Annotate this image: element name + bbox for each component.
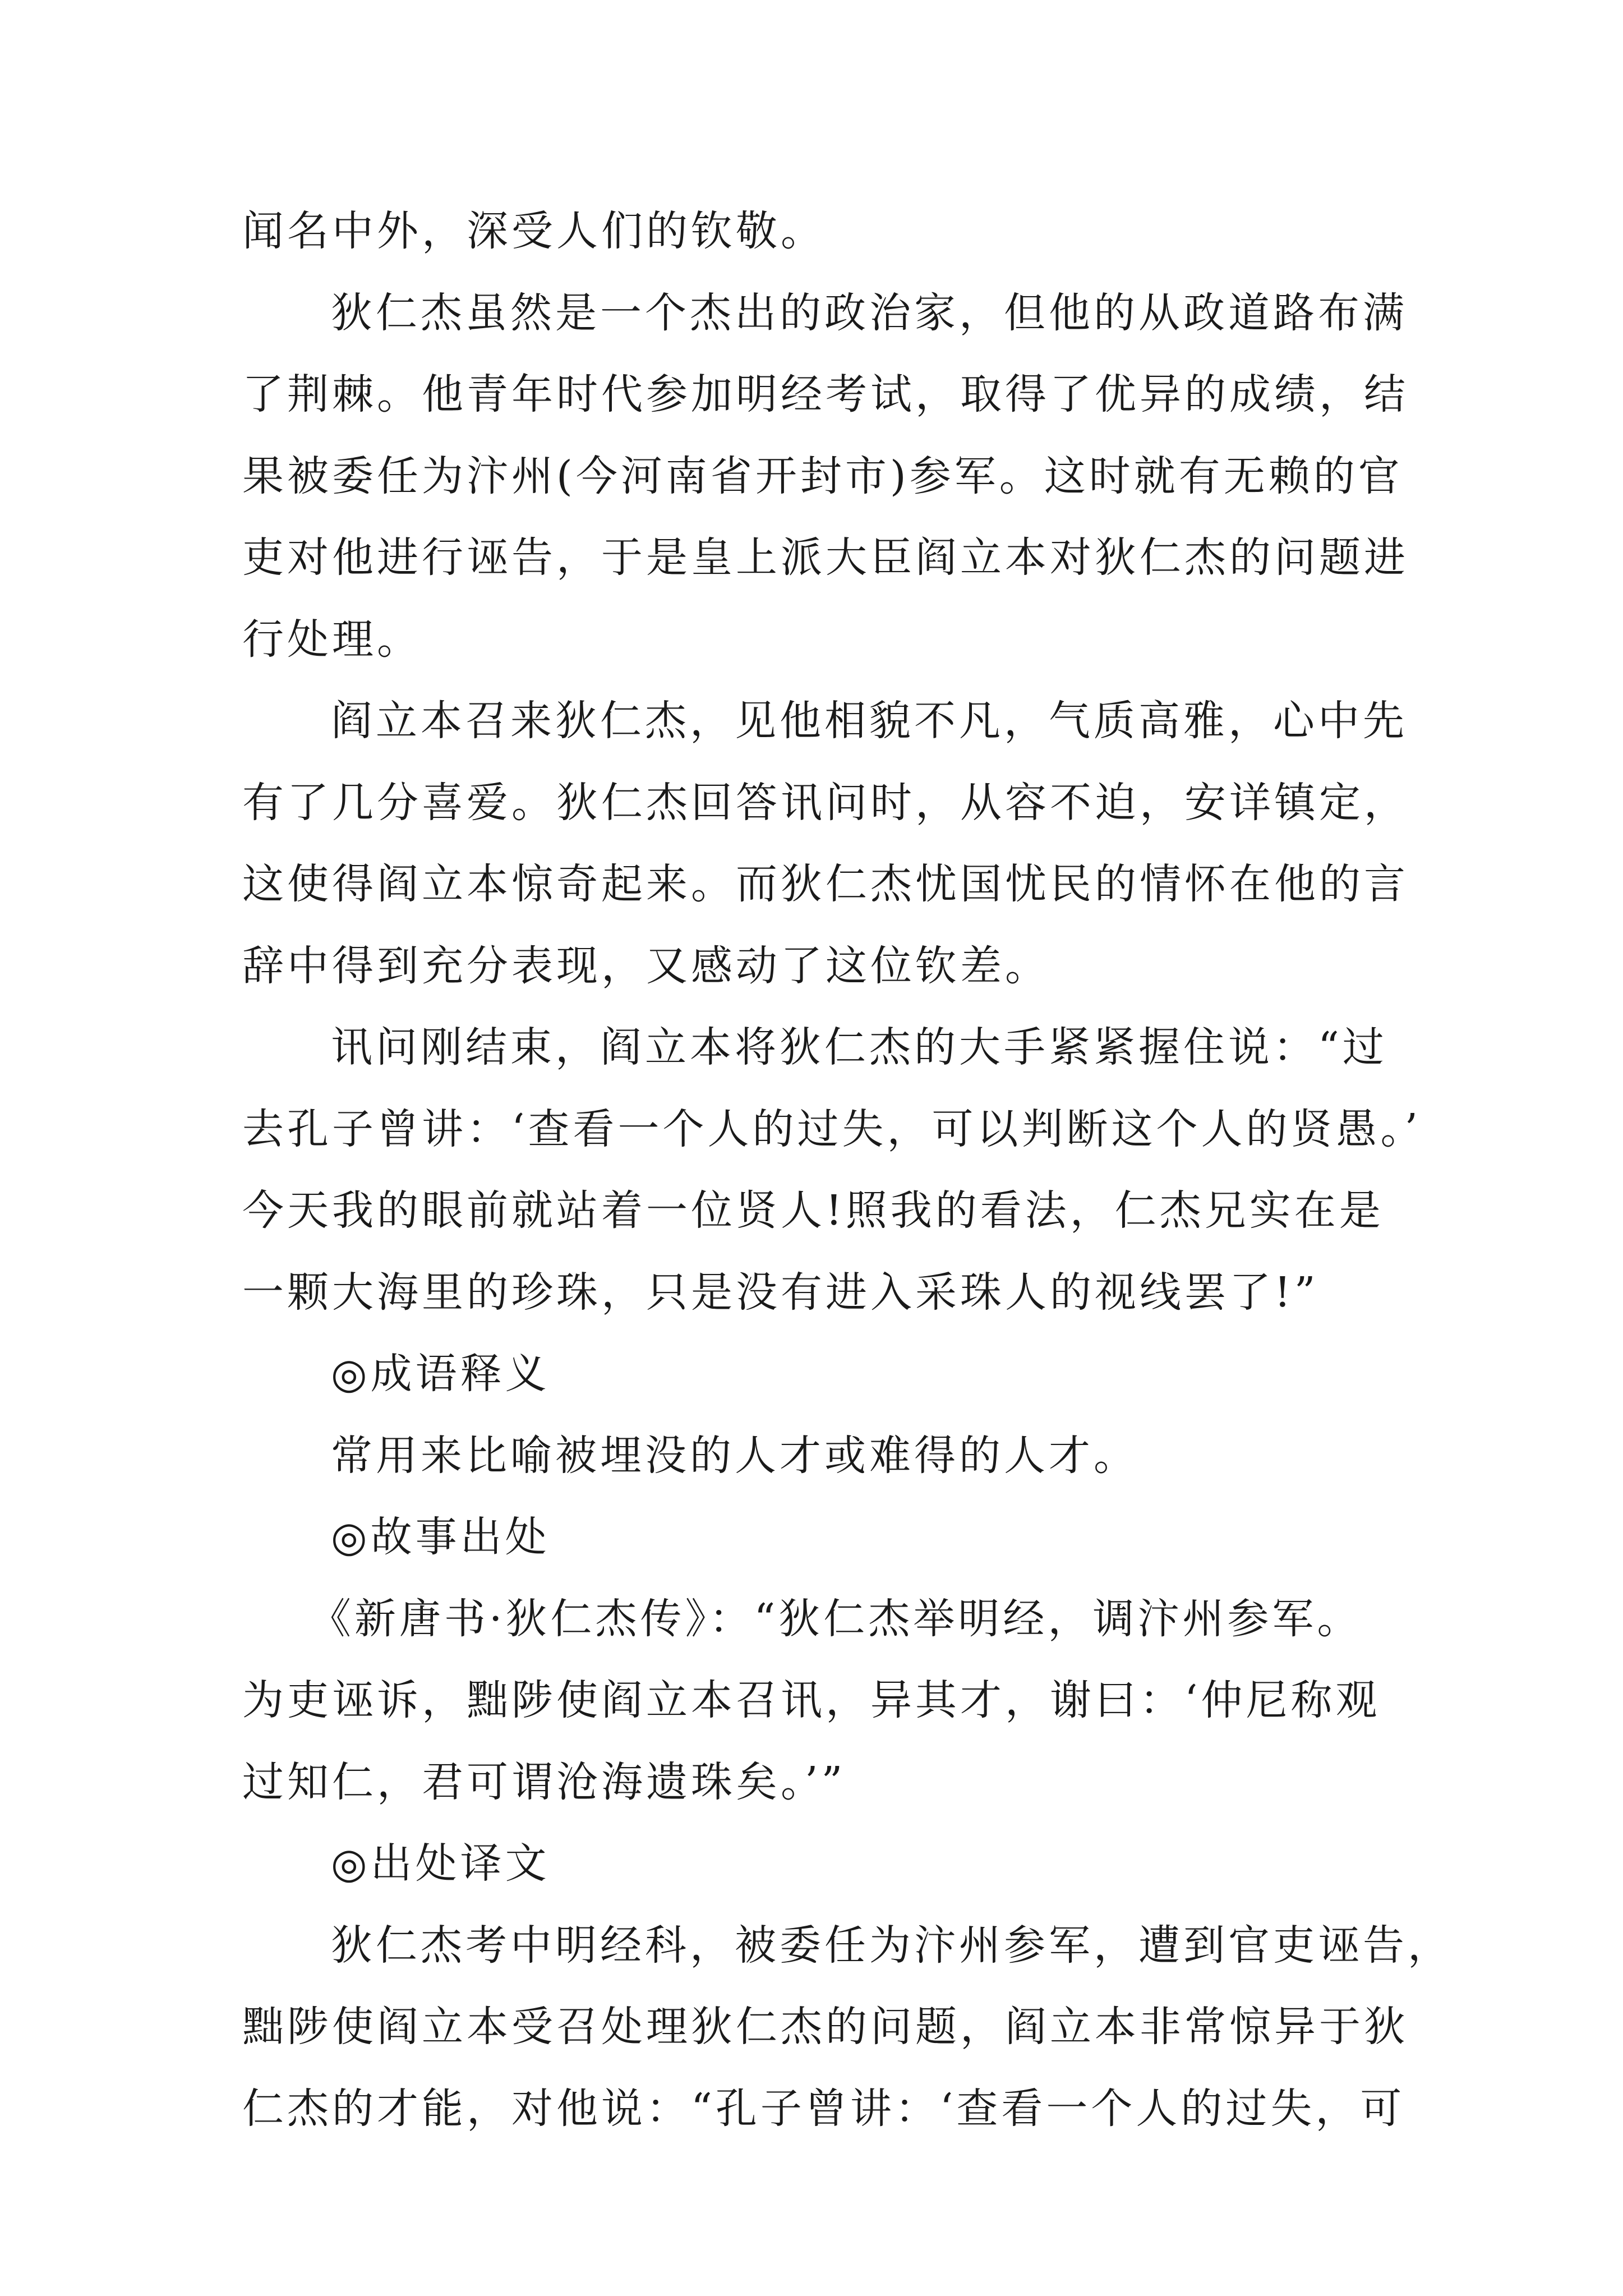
body-text — [242, 191, 1453, 2150]
text-line: 吏对他进行诬告，于是皇上派大臣阎立本对狄仁杰的问题进 — [242, 533, 1409, 582]
text-line: 这使得阎立本惊奇起来。而狄仁杰忧国忧民的情怀在他的言 — [242, 860, 1409, 908]
text-line: 为吏诬诉，黜陟使阎立本召讯，异其才，谢曰：‘仲尼称观 — [242, 1676, 1381, 1724]
text-line: 仁杰的才能，对他说：“孔子曾讲：‘查看一个人的过失，可 — [242, 2084, 1405, 2133]
text-line: 去孔子曾讲：‘查看一个人的过失，可以判断这个人的贤愚。’ — [242, 1105, 1422, 1153]
text-line: 狄仁杰虽然是一个杰出的政治家，但他的从政道路布满 — [331, 288, 1408, 337]
text-line: 了荆棘。他青年时代参加明经考试，取得了优异的成绩，结 — [242, 370, 1409, 418]
text-line: 常用来比喻被埋没的人才或难得的人才。 — [331, 1431, 1138, 1480]
text-line: ◎故事出处 — [331, 1513, 550, 1561]
text-line: 果被委任为汴州(今河南省开封市)参军。这时就有无赖的官 — [242, 452, 1403, 500]
text-line: 黜陟使阎立本受召处理狄仁杰的问题，阎立本非常惊异于狄 — [242, 2003, 1409, 2051]
text-line: ◎出处译文 — [331, 1839, 550, 1888]
text-line: 阎立本召来狄仁杰，见他相貌不凡，气质高雅，心中先 — [331, 697, 1408, 745]
text-line: 闻名中外，深受人们的钦敬。 — [242, 207, 826, 255]
text-line: 狄仁杰考中明经科，被委任为汴州参军，遭到官吏诬告， — [331, 1921, 1453, 1970]
text-line: 行处理。 — [242, 615, 422, 664]
text-line: 过知仁，君可谓沧海遗珠矣。’” — [242, 1757, 846, 1806]
text-line: 一颗大海里的珍珠，只是没有进入采珠人的视线罢了!” — [242, 1268, 1319, 1317]
text-line: ◎成语释义 — [331, 1350, 550, 1398]
text-line: 辞中得到充分表现，又感动了这位钦差。 — [242, 941, 1050, 990]
text-line: 今天我的眼前就站着一位贤人!照我的看法，仁杰兄实在是 — [242, 1186, 1384, 1235]
text-line: 《新唐书·狄仁杰传》：“狄仁杰举明经，调汴州参军。 — [310, 1594, 1362, 1643]
text-line: 讯问刚结束，阎立本将狄仁杰的大手紧紧握住说：“过 — [331, 1023, 1387, 1071]
text-line: 有了几分喜爱。狄仁杰回答讯问时，从容不迫，安详镇定， — [242, 778, 1409, 827]
